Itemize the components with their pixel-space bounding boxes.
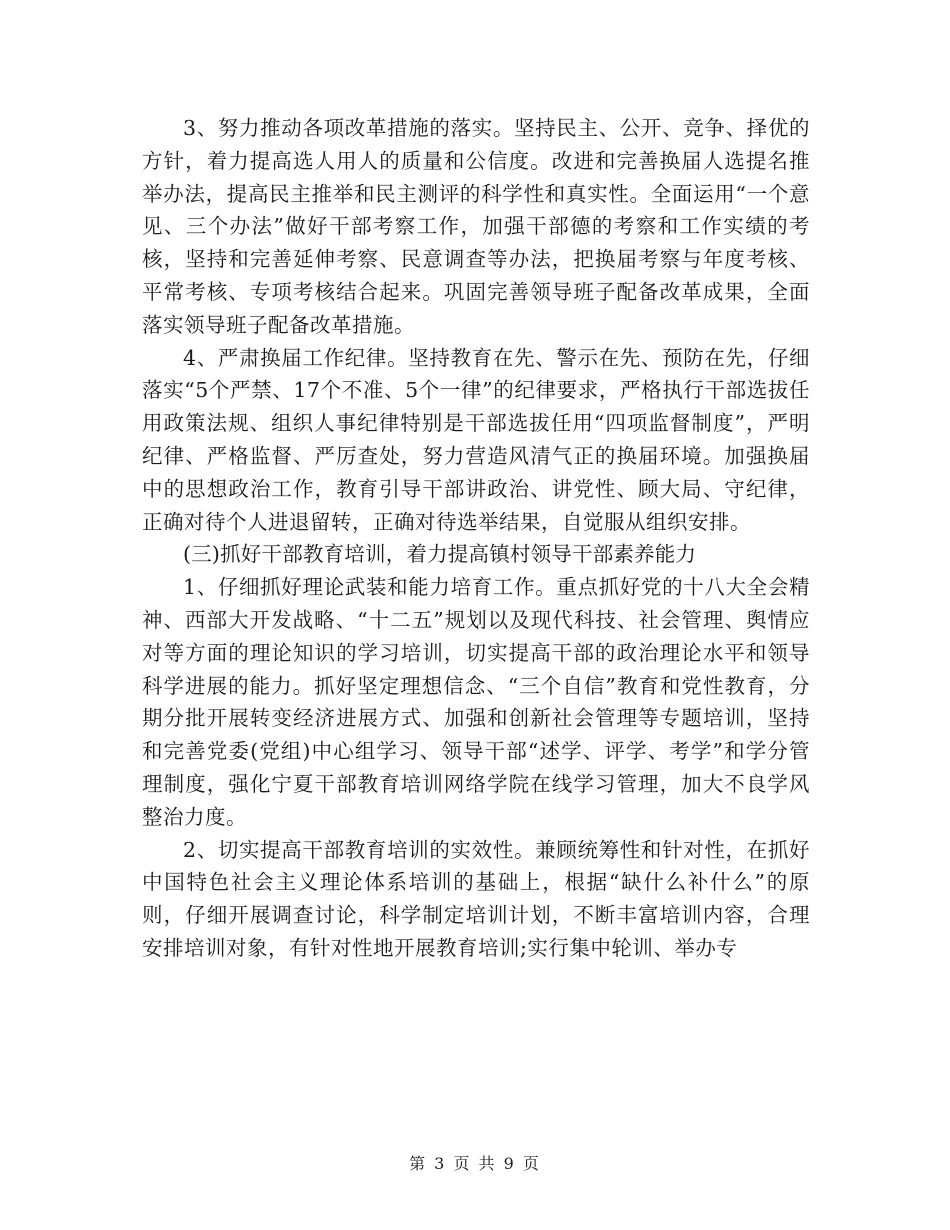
paragraph-reform-measures: 3、努力推动各项改革措施的落实。坚持民主、公开、竞争、择优的方针，着力提高选人用人的质量和公信度。改进和完善换届人选提名推举办法，提高民主推举和民主测评的科学性和真实性。全面运用“一个意见、三个办法”做好干部考察工作，加强干部德的考察和工作实绩的考核，坚持和完善延伸考察、民意调查等办法，把换届考察与年度考核、平常考核、专项考核结合起来。巩固完善领导班子配备改革成果，全面落实领导班子配备改革措施。	[142, 116, 810, 337]
section-heading-cadre-training: (三)抓好干部教育培训，着力提高镇村领导干部素养能力	[183, 542, 697, 567]
paragraph-theory-training: 1、仔细抓好理论武装和能力培育工作。重点抓好党的十八大全会精神、西部大开发战略、“十二五”规划以及现代科技、社会管理、舆情应对等方面的理论知识的学习培训，切实提高干部的政治理论水平和领导科学进展的能力。抓好坚定理想信念、“三个自信”教育和党性教育，分期分批开展转变经济进展方式、加强和创新社会管理等专题培训，坚持和完善党委(党组)中心组学习、领导干部“述学、评学、考学”和学分管理制度，强化宁夏干部教育培训网络学院在线学习管理，加大不良学风整治力度。	[142, 575, 810, 829]
page-number-footer: 第 3 页 共 9 页	[409, 1154, 541, 1173]
document-body	[142, 112, 810, 965]
paragraph-training-effectiveness: 2、切实提高干部教育培训的实效性。兼顾统筹性和针对性，在抓好中国特色社会主义理论体系培训的基础上，根据“缺什么补什么”的原则，仔细开展调查讨论，科学制定培训计划，不断丰富培训内容，合理安排培训对象，有针对性地开展教育培训;实行集中轮训、举办专	[142, 837, 810, 960]
paragraph-election-discipline: 4、严肃换届工作纪律。坚持教育在先、警示在先、预防在先，仔细落实“5个严禁、17个不准、5个一律”的纪律要求，严格执行干部选拔任用政策法规、组织人事纪律特别是干部选拔任用“四项监督制度”，严明纪律、严格监督、严厉查处，努力营造风清气正的换届环境。加强换届中的思想政治工作，教育引导干部讲政治、讲党性、顾大局、守纪律，正确对待个人进退留转，正确对待选举结果，自觉服从组织安排。	[142, 345, 810, 534]
